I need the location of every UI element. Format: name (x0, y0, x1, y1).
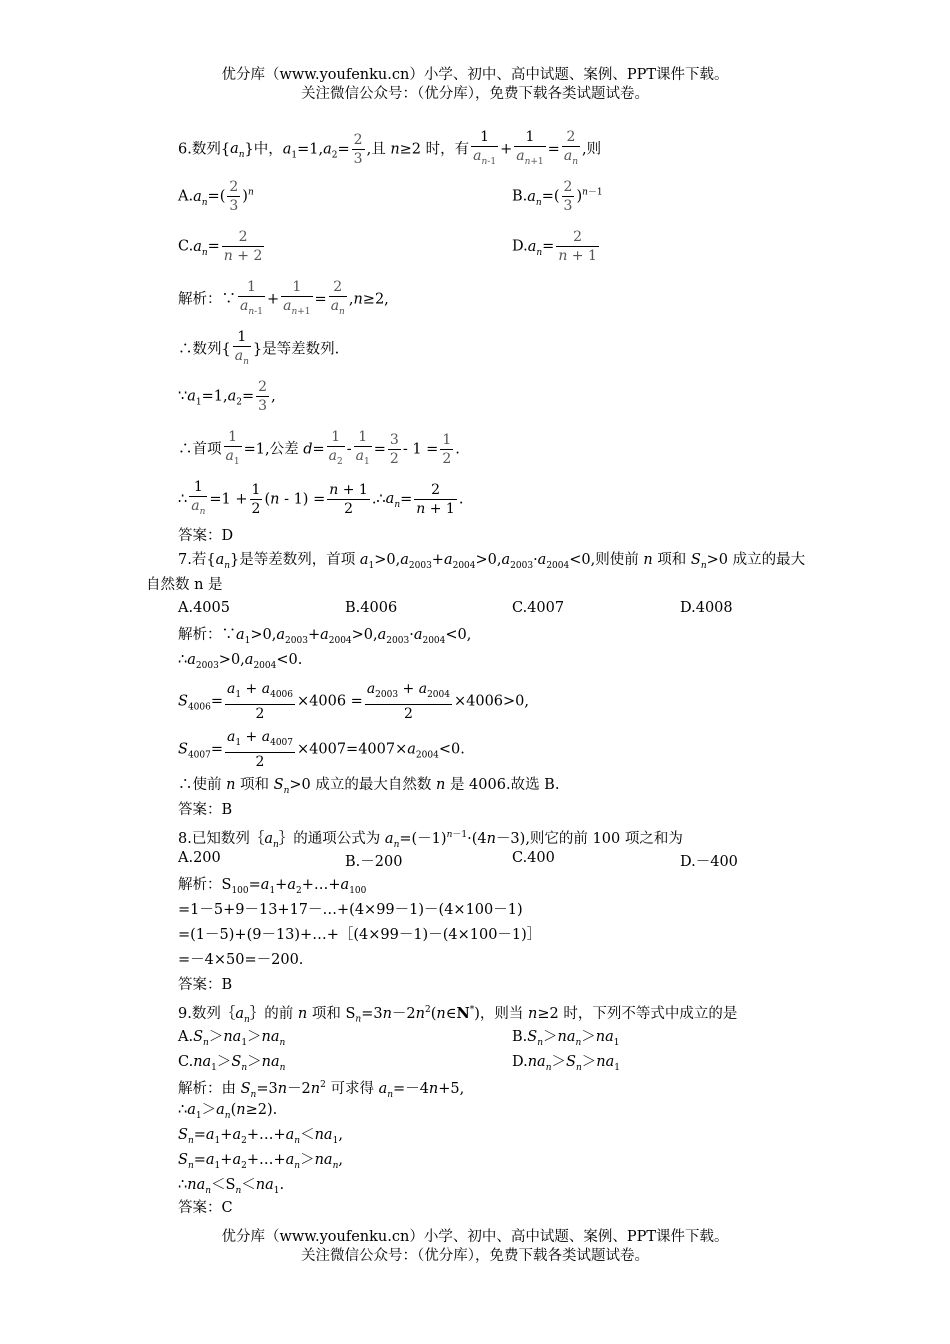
q9-solution-5: $\therefore na_n<S_n<na_1$. (178, 1177, 285, 1196)
q6-option-d: $D.a_n=$ $\frac{2}{n + 1}$ (512, 229, 597, 264)
q9-solution-1: 解析：由 $S_n=3n-2n^2$ 可求得 $a_n=-4n+5$, (178, 1080, 465, 1100)
header-line-1: 优分库（www.youfenku.cn）小学、初中、高中试题、案例、PPT课件下载。 (221, 67, 729, 83)
footer-line-1: 优分库（www.youfenku.cn）小学、初中、高中试题、案例、PPT课件下载。 (221, 1229, 729, 1245)
q6-answer: 答案：D (178, 528, 234, 544)
q6-stem: 6.数列$\{a_n\}$中，$a_1=1,a_2=$ $\frac{2}{3}$ ,且 n≥2 时，有 $\frac{1}{a_{n-1}}$ + $\frac{1}{a_{n+1}}$ = $\frac{2}{a_n}$ ,则 (178, 129, 602, 167)
q9-stem: 9.数列$\{a_n\}$的前 n 项和 $S_n=3n-2n^2(n\in N^*)$，则当 n≥2 时，下列不等式中成立的是 (178, 1004, 738, 1025)
q9-option-a: $A.S_n>na_1>na_n$ (178, 1029, 286, 1048)
q9-option-d: $D.na_n>S_n>na_1$ (512, 1054, 620, 1073)
q9-solution-2: $\therefore a_1>a_n(n\ge 2)$. (178, 1102, 278, 1121)
q6-option-a: $A.a_n=$( $\frac{2}{3}$ )$^n$ (178, 179, 254, 214)
q9-solution-4: $S_n=a_1+a_2+\dots+a_n>na_n$, (178, 1152, 343, 1171)
q8-solution-4: =－4×50=－200. (178, 952, 304, 968)
q6-solution-1: 解析：∵ $\frac{1}{a_{n-1}}$ + $\frac{1}{a_{n+1}}$ = $\frac{2}{a_n}$ ,n≥2, (178, 279, 389, 317)
q8-answer: 答案：B (178, 977, 233, 993)
q7-solution-5: ∴使前 n 项和 $S_n>0$ 成立的最大自然数 n 是 4006.故选 B. (178, 777, 560, 796)
q6-solution-5: ∴ $\frac{1}{a_n}$ =1 + $\frac{1}{2}$ (n - 1) = $\frac{n + 1}{2}$ $.\therefore a_n=$ $\frac{2}{n + 1}$ . (178, 479, 464, 517)
q7-option-d: D.4008 (680, 600, 733, 616)
q7-answer: 答案：B (178, 802, 233, 818)
q9-answer: 答案：C (178, 1200, 233, 1216)
q7-option-b: B.4006 (345, 600, 398, 616)
q8-solution-3: =(1－5)+(9－13)+…+［(4×99－1)－(4×100－1)］ (178, 927, 542, 943)
header-line-2: 关注微信公众号：（优分库），免费下载各类试题试卷。 (301, 86, 649, 102)
q7-solution-3: $S_{4006}=$ $\frac{a_1 + a_{4006}}{2}$ ×4006 = $\frac{a_{2003} + a_{2004}}{2}$ ×4006>0, (178, 681, 530, 722)
q6-solution-3: $\because a_1=1,a_2=$ $\frac{2}{3}$ , (178, 379, 276, 414)
q6-solution-4: ∴首项 $\frac{1}{a_1}$ =1,公差 d= $\frac{1}{a_2}$ - $\frac{1}{a_1}$ = $\frac{3}{2}$ - 1 = $\frac{1}{2}$ . (178, 429, 460, 467)
q9-option-b: $B.S_n>na_n>na_1$ (512, 1029, 620, 1048)
q8-stem: 8.已知数列$\{a_n\}$的通项公式为 $a_n=(-1)^{n-1}\cdot(4n-3)$,则它的前 100 项之和为 (178, 830, 683, 850)
q7-solution-1: 解析：$\because a_1>0,a_{2003}+a_{2004}>0,a_{2003}\cdot a_{2004}<0$, (178, 627, 472, 646)
q8-option-b: B.－200 (345, 854, 403, 870)
q9-solution-3: $S_n=a_1+a_2+\dots+a_n<na_1$, (178, 1127, 343, 1146)
q6-option-b: $B.a_n=$( $\frac{2}{3}$ )$^{n-1}$ (512, 179, 603, 214)
q9-option-c: $C.na_1>S_n>na_n$ (178, 1054, 286, 1073)
q8-option-d: D.－400 (680, 854, 738, 870)
q8-solution-1: 解析：$S_{100}=a_1+a_2+\dots+a_{100}$ (178, 877, 367, 896)
q6-option-c: $C.a_n=$ $\frac{2}{n + 2}$ (178, 229, 263, 264)
q7-option-a: A.4005 (178, 600, 230, 616)
q7-stem: 7.若$\{a_n\}$是等差数列，首项 $a_1>0,a_{2003}+a_{2004}>0,a_{2003}\cdot a_{2004}<0$,则使前 n 项和 $S_n>0$ 成立的最大 (178, 552, 806, 571)
q8-option-c: C.400 (512, 850, 555, 866)
footer-line-2: 关注微信公众号：（优分库），免费下载各类试题试卷。 (301, 1248, 649, 1264)
q7-solution-4: $S_{4007}=$ $\frac{a_1 + a_{4007}}{2}$ $\times 4007=4007\times a_{2004}<0$. (178, 729, 465, 770)
q8-solution-2: =1－5+9－13+17－…+(4×99－1)－(4×100－1) (178, 902, 523, 918)
q7-option-c: C.4007 (512, 600, 565, 616)
q7-stem-cont: 自然数 n 是 (146, 577, 223, 593)
q6-solution-2: ∴数列{ $\frac{1}{a_n}$ }是等差数列. (178, 329, 340, 367)
q8-option-a: A.200 (178, 850, 221, 866)
q7-solution-2: $\therefore a_{2003}>0,a_{2004}<0$. (178, 652, 303, 671)
